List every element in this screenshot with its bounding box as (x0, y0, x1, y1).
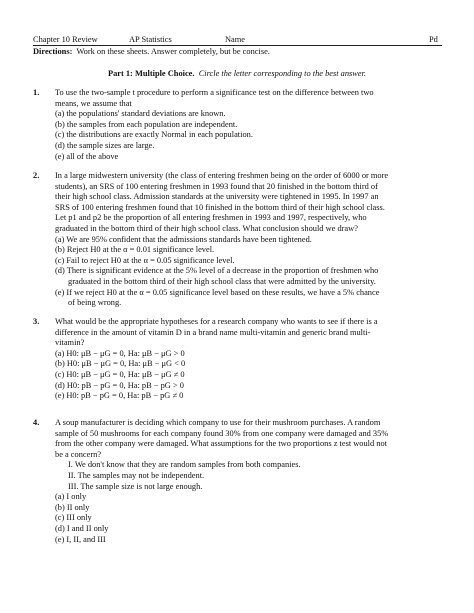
answer-option-c[interactable]: (c) Fail to reject H0 at the α = 0.05 significance level. (55, 255, 235, 265)
answer-option-d[interactable]: (d) I and II only (55, 523, 109, 533)
answer-option-e-continued: of being wrong. (68, 298, 122, 308)
question-stem-line: students), an SRS of 100 entering freshmen in 1993 found that 20 finished in the bottom third of (55, 181, 378, 191)
answer-option-a[interactable]: (a) I only (55, 492, 87, 502)
header-course: AP Statistics (129, 35, 172, 44)
question-body (55, 88, 443, 162)
question-number: 4. (33, 418, 40, 427)
question-stem-line: In a large midwestern university (the class of entering freshmen being on the order of 6000 or more (55, 171, 389, 180)
answer-option-b[interactable]: (b) the samples from each population are independent. (55, 119, 238, 129)
question-stem-line: A soup manufacturer is deciding which company to use for their mushroom purchases. A random (55, 418, 381, 427)
answer-option-b[interactable]: (b) H0: μB − μG = 0, Ha: μB − μG < 0 (55, 359, 186, 369)
question-number: 1. (33, 88, 40, 97)
answer-option-a[interactable]: (a) the populations' standard deviations are known. (55, 109, 226, 119)
question-stem-line: Let p1 and p2 be the proportion of all entering freshmen in 1993 and 1997, respectively, who (55, 213, 367, 223)
statement-ii: II. The samples may not be independent. (68, 470, 205, 480)
answer-option-d-continued: graduated in the bottom third of their high school class that were admitted by the university. (68, 276, 376, 286)
part-heading (0, 69, 474, 80)
answer-option-d[interactable]: (d) There is significant evidence at the 5% level of a decrease in the proportion of freshmen who (55, 266, 379, 276)
directions (33, 47, 443, 58)
answer-option-b[interactable]: (b) II only (55, 502, 90, 512)
part-instruction: Circle the letter corresponding to the best answer. (198, 69, 367, 78)
question-stem-line: What would be the appropriate hypotheses for a research company who wants to see if there is a (55, 317, 378, 326)
header-name-label: Name (225, 35, 245, 44)
answer-option-e[interactable]: (e) If we reject H0 at the α = 0.05 significance level based on these results, we have a 5% chance (55, 287, 380, 297)
answer-option-c[interactable]: (c) H0: μB − μG = 0, Ha: μB − μG ≠ 0 (55, 369, 185, 379)
question-number: 2. (33, 171, 40, 180)
question-stem-line: sample of 50 mushrooms for each company found 30% from one company were damaged and 35% (55, 428, 389, 438)
answer-option-e[interactable]: (e) H0: pB − pG = 0, Ha: pB − pG ≠ 0 (55, 391, 184, 401)
header-chapter: Chapter 10 Review (33, 35, 98, 44)
question-number: 3. (33, 317, 40, 326)
answer-option-e[interactable]: (e) I, II, and III (55, 534, 106, 544)
question-stem-line: SRS of 100 entering freshmen found that 10 finished in the bottom third of their high school class. (55, 202, 385, 212)
directions-label: Directions: (33, 47, 73, 56)
header-rule (33, 45, 442, 46)
answer-option-d[interactable]: (d) H0: pB − pG = 0, Ha: pB − pG > 0 (55, 380, 184, 390)
part-label: Part 1: Multiple Choice. (107, 69, 195, 78)
question-stem-line: from the other company were damaged. What assumptions for the two proportions z test would not (55, 439, 387, 449)
question-stem-line: difference in the amount of vitamin D in a brand name multi-vitamin and generic brand multi- (55, 327, 371, 337)
answer-option-c[interactable]: (c) the distributions are exactly Normal in each population. (55, 130, 253, 140)
statement-i: I. We don't know that they are random samples from both companies. (68, 460, 301, 470)
question-stem-line: graduated in the bottom third of their high school class. What conclusion should we draw? (55, 223, 358, 233)
header-period-label: Pd (429, 35, 438, 44)
question-stem-line: vitamin? (55, 338, 85, 348)
answer-option-c[interactable]: (c) III only (55, 513, 92, 523)
question-stem-line: To use the two-sample t procedure to perform a significance test on the difference between two (55, 88, 374, 97)
answer-option-a[interactable]: (a) We are 95% confident that the admissions standards have been tightened. (55, 234, 312, 244)
question-body (55, 418, 443, 545)
statement-iii: III. The sample size is not large enough. (68, 481, 203, 491)
question-stem-line: be a concern? (55, 449, 102, 459)
directions-text: Work on these sheets. Answer completely, but be concise. (76, 47, 270, 56)
answer-option-e[interactable]: (e) all of the above (55, 151, 119, 161)
question-stem-line: their high school class. Admission standards at the university were tightened in 1995. In 1997 an (55, 192, 379, 202)
answer-option-a[interactable]: (a) H0: μB − μG = 0, Ha: μB − μG > 0 (55, 348, 185, 358)
answer-option-b[interactable]: (b) Reject H0 at the α = 0.01 significance level. (55, 245, 215, 255)
answer-option-d[interactable]: (d) the sample sizes are large. (55, 140, 155, 150)
question-body (55, 171, 443, 309)
question-body (55, 317, 443, 402)
question-stem-line: means, we assume that (55, 98, 132, 108)
